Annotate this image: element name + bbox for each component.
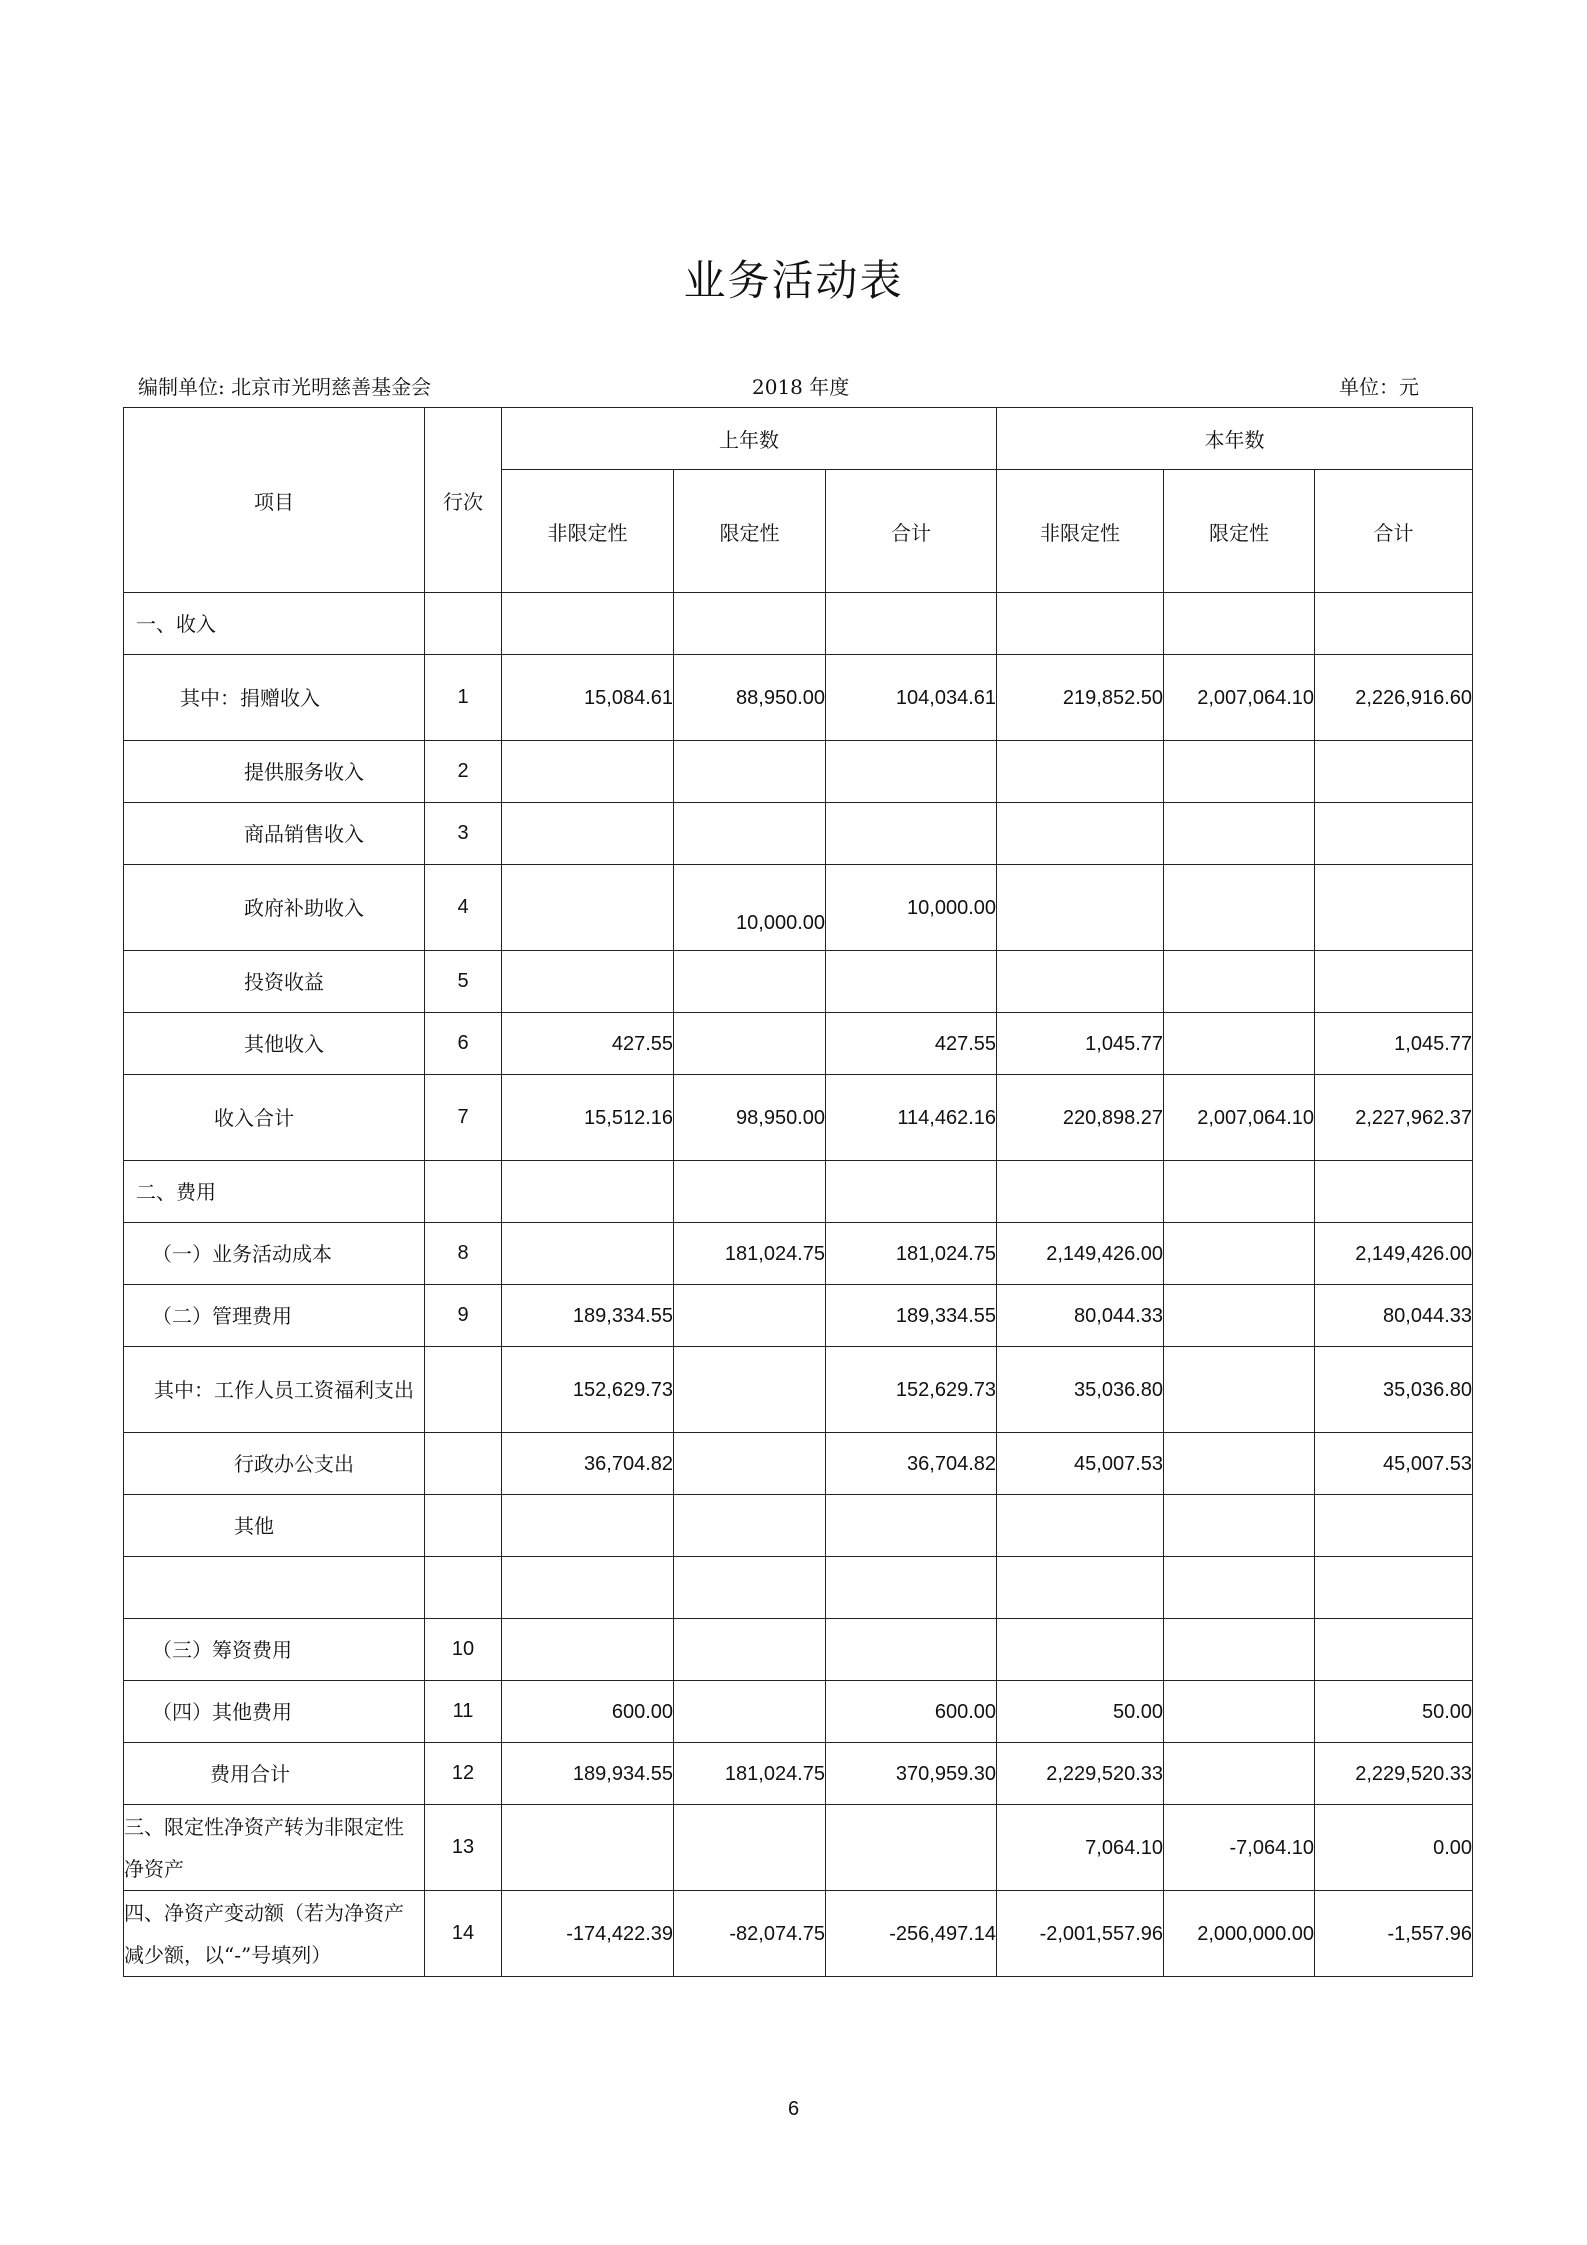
row-line: 5	[425, 951, 502, 1013]
cell-prev-total: 152,629.73	[826, 1347, 997, 1433]
row-line: 4	[425, 865, 502, 951]
cell-this-restricted	[1164, 1285, 1315, 1347]
cell-this-unrestricted: 45,007.53	[997, 1433, 1164, 1495]
cell-prev-restricted	[674, 1285, 826, 1347]
cell-this-total	[1315, 1161, 1473, 1223]
cell-prev-unrestricted	[502, 865, 674, 951]
cell-this-total	[1315, 803, 1473, 865]
cell-this-total: 1,045.77	[1315, 1013, 1473, 1075]
cell-this-total	[1315, 951, 1473, 1013]
cell-this-unrestricted	[997, 1495, 1164, 1557]
cell-this-restricted	[1164, 951, 1315, 1013]
cell-this-restricted: 2,007,064.10	[1164, 655, 1315, 741]
cell-this-total	[1315, 593, 1473, 655]
cell-this-restricted: 2,007,064.10	[1164, 1075, 1315, 1161]
cell-this-unrestricted	[997, 1619, 1164, 1681]
cell-prev-restricted	[674, 1619, 826, 1681]
cell-this-unrestricted: -2,001,557.96	[997, 1891, 1164, 1977]
table-row	[124, 803, 1473, 865]
cell-prev-restricted	[674, 1347, 826, 1433]
row-line: 14	[425, 1891, 502, 1977]
row-item: （三）筹资费用	[124, 1619, 425, 1681]
table-row	[124, 1433, 1473, 1495]
cell-prev-total	[826, 1161, 997, 1223]
row-line: 3	[425, 803, 502, 865]
cell-prev-total: 181,024.75	[826, 1223, 997, 1285]
cell-this-unrestricted	[997, 741, 1164, 803]
row-line: 12	[425, 1743, 502, 1805]
cell-this-total	[1315, 865, 1473, 951]
row-item	[124, 1557, 425, 1619]
table-row	[124, 865, 1473, 951]
row-item: 其他	[124, 1495, 425, 1557]
cell-prev-unrestricted	[502, 803, 674, 865]
cell-prev-restricted	[674, 1805, 826, 1891]
row-line	[425, 1433, 502, 1495]
cell-this-total	[1315, 1557, 1473, 1619]
row-line	[425, 593, 502, 655]
cell-prev-total	[826, 1619, 997, 1681]
cell-prev-unrestricted: 15,084.61	[502, 655, 674, 741]
cell-prev-restricted: 98,950.00	[674, 1075, 826, 1161]
cell-prev-unrestricted	[502, 1161, 674, 1223]
currency-unit: 单位：元	[1339, 375, 1419, 399]
cell-prev-total: 427.55	[826, 1013, 997, 1075]
row-item: （二）管理费用	[124, 1285, 425, 1347]
cell-this-restricted	[1164, 741, 1315, 803]
header-this-year: 本年数	[997, 408, 1473, 470]
table-row	[124, 1743, 1473, 1805]
cell-prev-restricted: 88,950.00	[674, 655, 826, 741]
table-row	[124, 1619, 1473, 1681]
cell-prev-unrestricted: 600.00	[502, 1681, 674, 1743]
cell-prev-total	[826, 593, 997, 655]
cell-this-unrestricted: 7,064.10	[997, 1805, 1164, 1891]
cell-this-restricted	[1164, 1557, 1315, 1619]
cell-prev-unrestricted: -174,422.39	[502, 1891, 674, 1977]
row-item: 费用合计	[124, 1743, 425, 1805]
cell-this-unrestricted	[997, 1161, 1164, 1223]
cell-prev-unrestricted: 152,629.73	[502, 1347, 674, 1433]
compiling-unit: 编制单位: 北京市光明慈善基金会	[138, 375, 432, 399]
row-item: 商品销售收入	[124, 803, 425, 865]
cell-this-restricted	[1164, 1495, 1315, 1557]
cell-prev-unrestricted	[502, 1557, 674, 1619]
cell-prev-restricted: 181,024.75	[674, 1743, 826, 1805]
header-this-unrestricted: 非限定性	[997, 470, 1164, 593]
cell-prev-total: 36,704.82	[826, 1433, 997, 1495]
cell-this-unrestricted	[997, 865, 1164, 951]
row-line: 13	[425, 1805, 502, 1891]
cell-prev-unrestricted: 427.55	[502, 1013, 674, 1075]
table-row	[124, 1891, 1473, 1977]
cell-prev-total: 10,000.00	[826, 865, 997, 951]
cell-prev-total: 370,959.30	[826, 1743, 997, 1805]
row-item: 其中：捐赠收入	[124, 655, 425, 741]
cell-prev-restricted	[674, 1681, 826, 1743]
row-item: （四）其他费用	[124, 1681, 425, 1743]
cell-prev-restricted	[674, 593, 826, 655]
row-line: 9	[425, 1285, 502, 1347]
cell-prev-unrestricted: 189,934.55	[502, 1743, 674, 1805]
cell-this-unrestricted: 35,036.80	[997, 1347, 1164, 1433]
row-item: 其他收入	[124, 1013, 425, 1075]
cell-this-restricted	[1164, 1223, 1315, 1285]
row-line: 2	[425, 741, 502, 803]
row-line: 10	[425, 1619, 502, 1681]
table-row	[124, 1495, 1473, 1557]
cell-prev-restricted	[674, 803, 826, 865]
page-number: 6	[787, 2098, 800, 2120]
cell-prev-unrestricted	[502, 951, 674, 1013]
cell-this-unrestricted: 1,045.77	[997, 1013, 1164, 1075]
row-item: 其中：工作人员工资福利支出	[124, 1347, 425, 1433]
row-item: 提供服务收入	[124, 741, 425, 803]
cell-this-restricted	[1164, 1681, 1315, 1743]
row-item: 四、净资产变动额（若为净资产减少额，以“-”号填列）	[124, 1891, 425, 1977]
row-line	[425, 1557, 502, 1619]
cell-prev-total: 189,334.55	[826, 1285, 997, 1347]
table-row	[124, 1805, 1473, 1891]
cell-this-total: 2,229,520.33	[1315, 1743, 1473, 1805]
table-row	[124, 1347, 1473, 1433]
cell-prev-restricted	[674, 1495, 826, 1557]
cell-this-total: -1,557.96	[1315, 1891, 1473, 1977]
table-row	[124, 593, 1473, 655]
row-item: 二、费用	[124, 1161, 425, 1223]
table-row	[124, 655, 1473, 741]
cell-this-restricted	[1164, 1743, 1315, 1805]
row-item: （一）业务活动成本	[124, 1223, 425, 1285]
header-line: 行次	[425, 408, 502, 593]
cell-this-unrestricted: 2,149,426.00	[997, 1223, 1164, 1285]
report-year: 2018 年度	[752, 375, 850, 399]
row-line: 8	[425, 1223, 502, 1285]
row-item: 三、限定性净资产转为非限定性净资产	[124, 1805, 425, 1891]
header-prev-restricted: 限定性	[674, 470, 826, 593]
cell-this-total	[1315, 1495, 1473, 1557]
cell-prev-unrestricted	[502, 1223, 674, 1285]
row-line	[425, 1495, 502, 1557]
cell-prev-restricted	[674, 741, 826, 803]
cell-this-unrestricted: 2,229,520.33	[997, 1743, 1164, 1805]
row-item: 投资收益	[124, 951, 425, 1013]
cell-this-total	[1315, 1619, 1473, 1681]
row-line	[425, 1347, 502, 1433]
cell-this-unrestricted: 80,044.33	[997, 1285, 1164, 1347]
cell-this-unrestricted: 219,852.50	[997, 655, 1164, 741]
cell-this-restricted	[1164, 1619, 1315, 1681]
cell-prev-restricted	[674, 1557, 826, 1619]
cell-this-restricted	[1164, 593, 1315, 655]
table-row	[124, 741, 1473, 803]
cell-prev-restricted	[674, 1433, 826, 1495]
cell-this-restricted	[1164, 1013, 1315, 1075]
cell-this-restricted	[1164, 1347, 1315, 1433]
row-item: 行政办公支出	[124, 1433, 425, 1495]
cell-this-restricted	[1164, 803, 1315, 865]
cell-this-unrestricted: 220,898.27	[997, 1075, 1164, 1161]
table-row	[124, 1013, 1473, 1075]
header-this-restricted: 限定性	[1164, 470, 1315, 593]
activity-statement-table	[123, 407, 1473, 1977]
row-line: 1	[425, 655, 502, 741]
cell-this-unrestricted	[997, 803, 1164, 865]
row-line: 7	[425, 1075, 502, 1161]
cell-prev-restricted	[674, 951, 826, 1013]
row-line: 6	[425, 1013, 502, 1075]
header-prev-total: 合计	[826, 470, 997, 593]
row-item: 政府补助收入	[124, 865, 425, 951]
row-item: 收入合计	[124, 1075, 425, 1161]
table-row	[124, 1075, 1473, 1161]
table-row	[124, 1557, 1473, 1619]
cell-prev-unrestricted: 15,512.16	[502, 1075, 674, 1161]
cell-prev-total: 114,462.16	[826, 1075, 997, 1161]
cell-this-restricted: -7,064.10	[1164, 1805, 1315, 1891]
cell-prev-unrestricted: 189,334.55	[502, 1285, 674, 1347]
cell-prev-restricted	[674, 1161, 826, 1223]
cell-prev-unrestricted	[502, 1619, 674, 1681]
cell-prev-total: -256,497.14	[826, 1891, 997, 1977]
table-row	[124, 951, 1473, 1013]
table-row	[124, 1285, 1473, 1347]
cell-this-total: 45,007.53	[1315, 1433, 1473, 1495]
cell-prev-restricted: 181,024.75	[674, 1223, 826, 1285]
cell-this-restricted: 2,000,000.00	[1164, 1891, 1315, 1977]
cell-prev-total	[826, 803, 997, 865]
cell-prev-total	[826, 951, 997, 1013]
row-line: 11	[425, 1681, 502, 1743]
cell-prev-unrestricted: 36,704.82	[502, 1433, 674, 1495]
cell-this-unrestricted	[997, 951, 1164, 1013]
cell-this-total: 2,149,426.00	[1315, 1223, 1473, 1285]
cell-this-total: 0.00	[1315, 1805, 1473, 1891]
cell-this-total: 2,226,916.60	[1315, 655, 1473, 741]
cell-prev-unrestricted	[502, 1805, 674, 1891]
cell-prev-unrestricted	[502, 741, 674, 803]
cell-this-restricted	[1164, 865, 1315, 951]
cell-prev-total	[826, 741, 997, 803]
cell-prev-total: 600.00	[826, 1681, 997, 1743]
cell-this-total: 50.00	[1315, 1681, 1473, 1743]
header-item: 项目	[124, 408, 425, 593]
header-this-total: 合计	[1315, 470, 1473, 593]
cell-prev-restricted: 10,000.00	[674, 865, 826, 951]
cell-prev-unrestricted	[502, 593, 674, 655]
cell-this-total: 80,044.33	[1315, 1285, 1473, 1347]
cell-this-unrestricted: 50.00	[997, 1681, 1164, 1743]
header-prev-unrestricted: 非限定性	[502, 470, 674, 593]
cell-prev-restricted	[674, 1013, 826, 1075]
cell-this-restricted	[1164, 1433, 1315, 1495]
cell-prev-total: 104,034.61	[826, 655, 997, 741]
cell-prev-total	[826, 1557, 997, 1619]
cell-prev-restricted: -82,074.75	[674, 1891, 826, 1977]
cell-this-total: 2,227,962.37	[1315, 1075, 1473, 1161]
cell-this-total	[1315, 741, 1473, 803]
cell-this-unrestricted	[997, 593, 1164, 655]
cell-prev-total	[826, 1495, 997, 1557]
cell-this-restricted	[1164, 1161, 1315, 1223]
report-title: 业务活动表	[683, 256, 904, 305]
table-row	[124, 1681, 1473, 1743]
cell-this-unrestricted	[997, 1557, 1164, 1619]
cell-this-total: 35,036.80	[1315, 1347, 1473, 1433]
header-prev-year: 上年数	[502, 408, 997, 470]
table-row	[124, 1223, 1473, 1285]
table-row	[124, 1161, 1473, 1223]
row-line	[425, 1161, 502, 1223]
row-item: 一、收入	[124, 593, 425, 655]
cell-prev-total	[826, 1805, 997, 1891]
cell-prev-unrestricted	[502, 1495, 674, 1557]
